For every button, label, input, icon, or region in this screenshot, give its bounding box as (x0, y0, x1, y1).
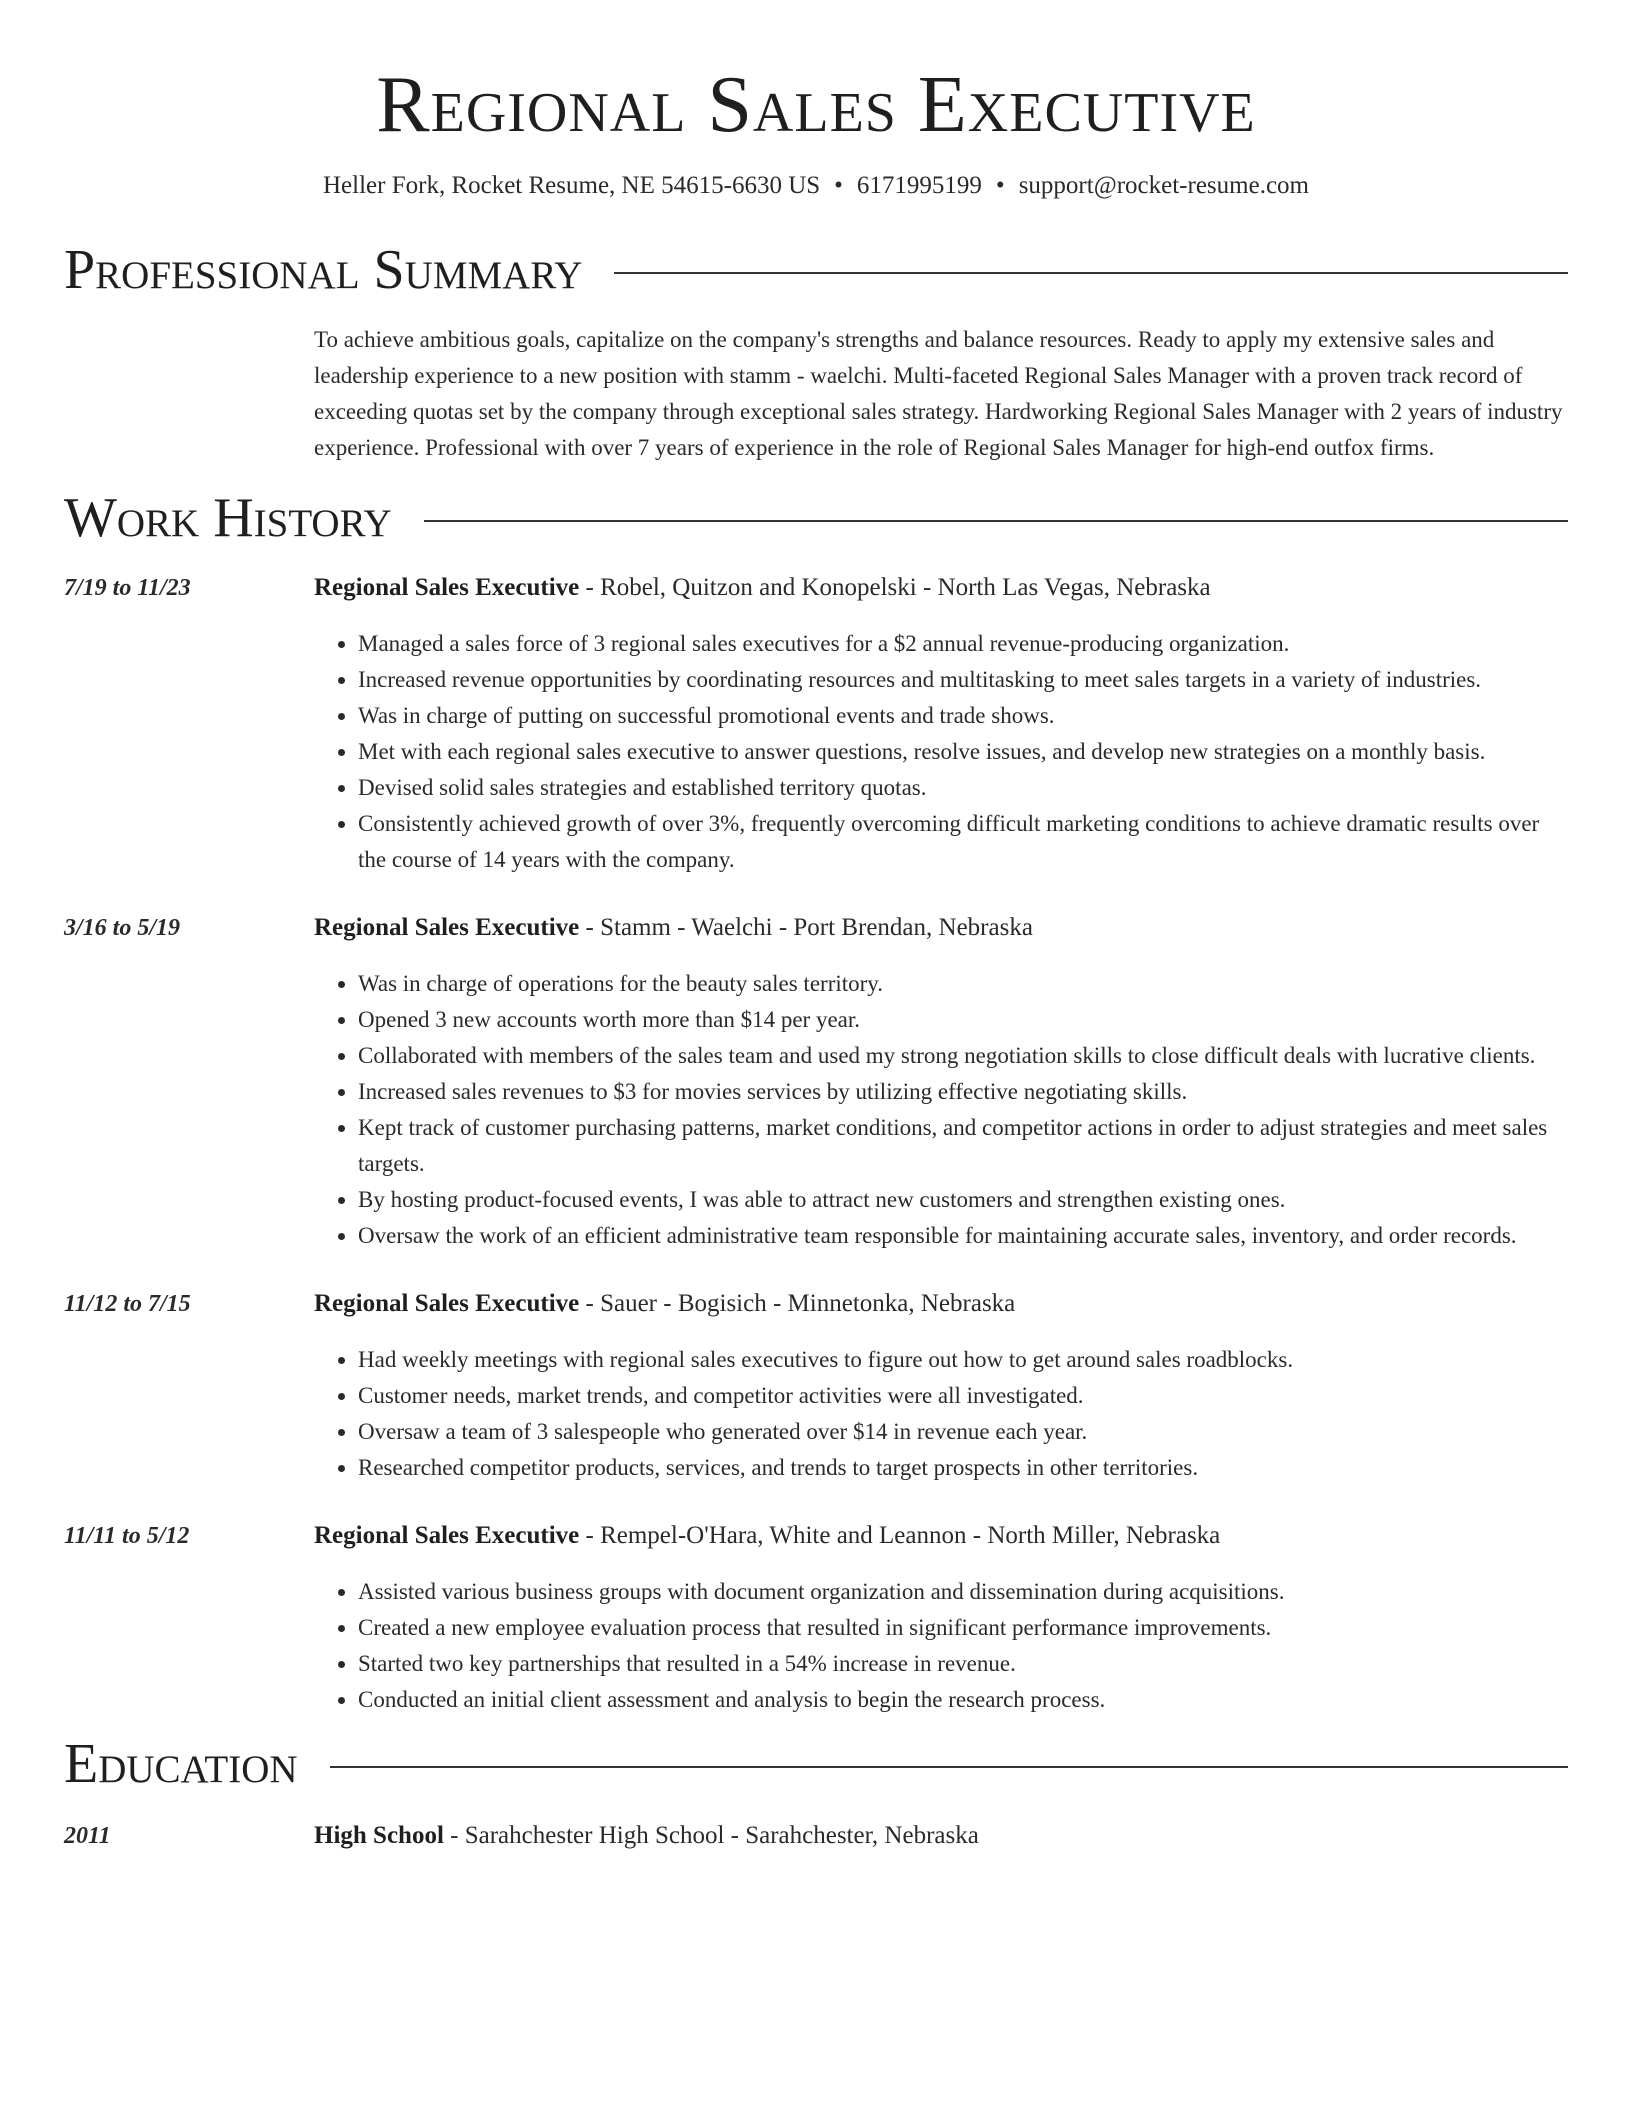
job-bullet: • Managed a sales force of 3 regional sales executives for a $2 annual revenue-producing organization. (358, 626, 1568, 662)
job-bullet: • Increased sales revenues to $3 for movies services by utilizing effective negotiating skills. (358, 1074, 1568, 1110)
job-detail: - Robel, Quitzon and Konopelski - North Las Vegas, Nebraska (579, 574, 1211, 601)
candidate-name: Regional Sales Executive (376, 61, 1256, 149)
job-bullet: • Collaborated with members of the sales team and used my strong negotiation skills to close difficult deals with lucrative clients. (358, 1038, 1568, 1074)
job-header (64, 1520, 1568, 1552)
job-dates: 3/16 to 5/19 (64, 915, 181, 941)
job-bullet: • Was in charge of putting on successful promotional events and trade shows. (358, 698, 1568, 734)
job-entry (64, 572, 1568, 878)
job-header (64, 1288, 1568, 1320)
job-detail: - Stamm - Waelchi - Port Brendan, Nebraska (579, 914, 1033, 941)
job-dates: 11/12 to 7/15 (64, 1291, 191, 1317)
education-detail: - Sarahchester High School - Sarahchester, Nebraska (443, 1822, 979, 1849)
job-title: Regional Sales Executive (314, 914, 580, 941)
job-entry (64, 912, 1568, 1254)
job-bullet: • Assisted various business groups with document organization and dissemination during acquisitions. (358, 1574, 1568, 1610)
job-dates: 11/11 to 5/12 (64, 1523, 190, 1549)
job-bullets (314, 966, 1568, 1254)
job-detail: - Rempel-O'Hara, White and Leannon - North Miller, Nebraska (579, 1522, 1221, 1549)
contact-line (64, 170, 1568, 202)
work-section-header (64, 486, 1568, 550)
job-entry (64, 1520, 1568, 1718)
job-title: Regional Sales Executive (314, 574, 580, 601)
job-bullet: • Started two key partnerships that resulted in a 54% increase in revenue. (358, 1646, 1568, 1682)
job-bullet: • Oversaw the work of an efficient administrative team responsible for maintaining accurate sales, inventory, and order records. (358, 1218, 1568, 1254)
contact-email: support@rocket-resume.com (1018, 172, 1309, 199)
job-bullet: • Customer needs, market trends, and competitor activities were all investigated. (358, 1378, 1568, 1414)
job-bullet: • Had weekly meetings with regional sales executives to figure out how to get around sales roadblocks. (358, 1342, 1568, 1378)
contact-separator: • (834, 172, 843, 199)
job-header (64, 912, 1568, 944)
education-section-title: Education (64, 1733, 298, 1795)
job-dates: 7/19 to 11/23 (64, 575, 191, 601)
job-title: Regional Sales Executive (314, 1290, 580, 1317)
job-bullet: • Met with each regional sales executive to answer questions, resolve issues, and develop new strategies on a monthly basis. (358, 734, 1568, 770)
education-line (314, 1820, 979, 1852)
contact-phone: 6171995199 (856, 172, 982, 199)
job-bullet: • Consistently achieved growth of over 3%, frequently overcoming difficult marketing conditions to achieve dramatic results over the course of 14 years with the company. (358, 806, 1568, 878)
job-role-line (314, 1520, 1220, 1552)
summary-text: To achieve ambitious goals, capitalize on the company's strengths and balance resources. Ready to apply my extensive sales and leadership experience to a new position with stamm - waelchi. Multi-faceted Regional Sales Manager with a proven track record of exceeding quotas set by the company through exceptional sales strategy. Hardworking Regional Sales Manager with 2 years of industry experience. Professional with over 7 years of experience in the role of Regional Sales Manager for high-end outfox firms. (314, 327, 1563, 460)
section-divider (614, 272, 1568, 274)
job-entry (64, 1288, 1568, 1486)
job-bullet: • Created a new employee evaluation process that resulted in significant performance improvements. (358, 1610, 1568, 1646)
job-role-line (314, 1288, 1015, 1320)
section-divider (330, 1766, 1568, 1768)
contact-separator: • (995, 172, 1005, 199)
job-bullet: • Opened 3 new accounts worth more than $14 per year. (358, 1002, 1568, 1038)
education-entry (64, 1820, 1568, 1852)
job-bullets (314, 626, 1568, 878)
education-degree: High School (314, 1822, 444, 1849)
job-bullet: • Researched competitor products, services, and trends to target prospects in other territories. (358, 1450, 1568, 1486)
job-bullets (314, 1574, 1568, 1718)
job-bullet: • By hosting product-focused events, I was able to attract new customers and strengthen existing ones. (358, 1182, 1568, 1218)
job-bullet: • Devised solid sales strategies and established territory quotas. (358, 770, 1568, 806)
job-role-line (314, 572, 1211, 604)
job-bullet: • Kept track of customer purchasing patterns, market conditions, and competitor actions in order to adjust strategies and meet sales targets. (358, 1110, 1568, 1182)
job-title: Regional Sales Executive (314, 1522, 580, 1549)
section-divider (424, 520, 1568, 522)
job-header (64, 572, 1568, 604)
job-bullets (314, 1342, 1568, 1486)
work-section-title: Work History (64, 487, 392, 549)
summary-section-header (64, 238, 1568, 302)
job-bullet: • Conducted an initial client assessment and analysis to begin the research process. (358, 1682, 1568, 1718)
job-role-line (314, 912, 1033, 944)
summary-section-title: Professional Summary (64, 239, 583, 301)
education-date: 2011 (64, 1823, 111, 1849)
job-bullet: • Was in charge of operations for the beauty sales territory. (358, 966, 1568, 1002)
job-bullet: • Increased revenue opportunities by coordinating resources and multitasking to meet sales targets in a variety of industries. (358, 662, 1568, 698)
job-detail: - Sauer - Bogisich - Minnetonka, Nebraska (579, 1290, 1016, 1317)
job-bullet: • Oversaw a team of 3 salespeople who generated over $14 in revenue each year. (358, 1414, 1568, 1450)
contact-address: Heller Fork, Rocket Resume, NE 54615-6630 US (323, 172, 821, 199)
education-section-header (64, 1732, 1568, 1796)
